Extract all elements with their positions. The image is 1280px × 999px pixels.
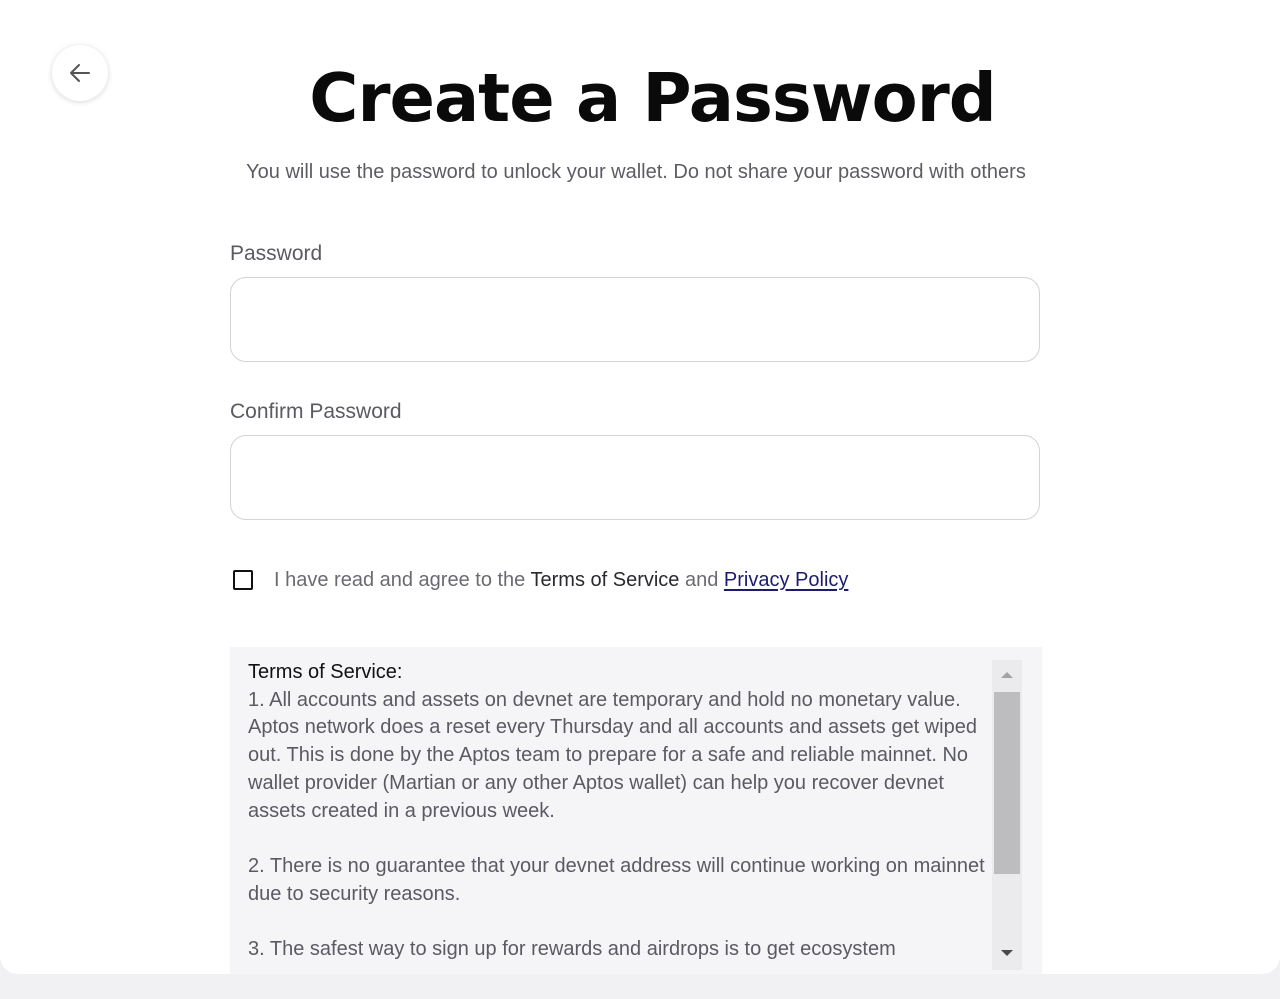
triangle-down-icon bbox=[1000, 948, 1014, 958]
agreement-row bbox=[233, 565, 848, 594]
terms-content bbox=[248, 659, 988, 974]
confirm-password-label: Confirm Password bbox=[230, 400, 402, 423]
agree-checkbox[interactable] bbox=[233, 570, 253, 590]
scroll-up-button[interactable] bbox=[992, 660, 1022, 690]
terms-of-service-link[interactable]: Terms of Service bbox=[530, 569, 680, 591]
agreement-text bbox=[274, 566, 848, 594]
agreement-prefix: I have read and agree to the bbox=[274, 569, 531, 591]
terms-paragraph-2: 2. There is no guarantee that your devnet address will continue working on mainnet due to security reasons. bbox=[248, 854, 985, 905]
scroll-thumb[interactable] bbox=[994, 692, 1020, 874]
terms-scrollbar[interactable] bbox=[992, 660, 1022, 970]
privacy-policy-link[interactable]: Privacy Policy bbox=[723, 569, 849, 591]
terms-paragraph-3: 3. The safest way to sign up for rewards and airdrops is to get ecosystem bbox=[248, 938, 896, 960]
page-subtitle: You will use the password to unlock your wallet. Do not share your password with others bbox=[246, 161, 1026, 183]
triangle-up-icon bbox=[1000, 670, 1014, 680]
terms-heading: Terms of Service: bbox=[248, 661, 403, 683]
password-label: Password bbox=[230, 242, 323, 265]
page-title: Create a Password bbox=[309, 59, 996, 137]
terms-paragraph-1: 1. All accounts and assets on devnet are temporary and hold no monetary value. Aptos network does a reset every Thursday and all accounts and assets get wiped out. This is done by the Aptos team to prepare for a safe and reliable mainnet. No wallet provider (Martian or any other Aptos wallet) can help you recover devnet assets created in a previous week. bbox=[248, 688, 977, 822]
terms-box[interactable] bbox=[230, 647, 1042, 974]
scroll-down-button[interactable] bbox=[992, 938, 1022, 968]
agreement-conjunction: and bbox=[679, 569, 724, 591]
confirm-password-input[interactable] bbox=[230, 435, 1040, 520]
password-input[interactable] bbox=[230, 277, 1040, 362]
